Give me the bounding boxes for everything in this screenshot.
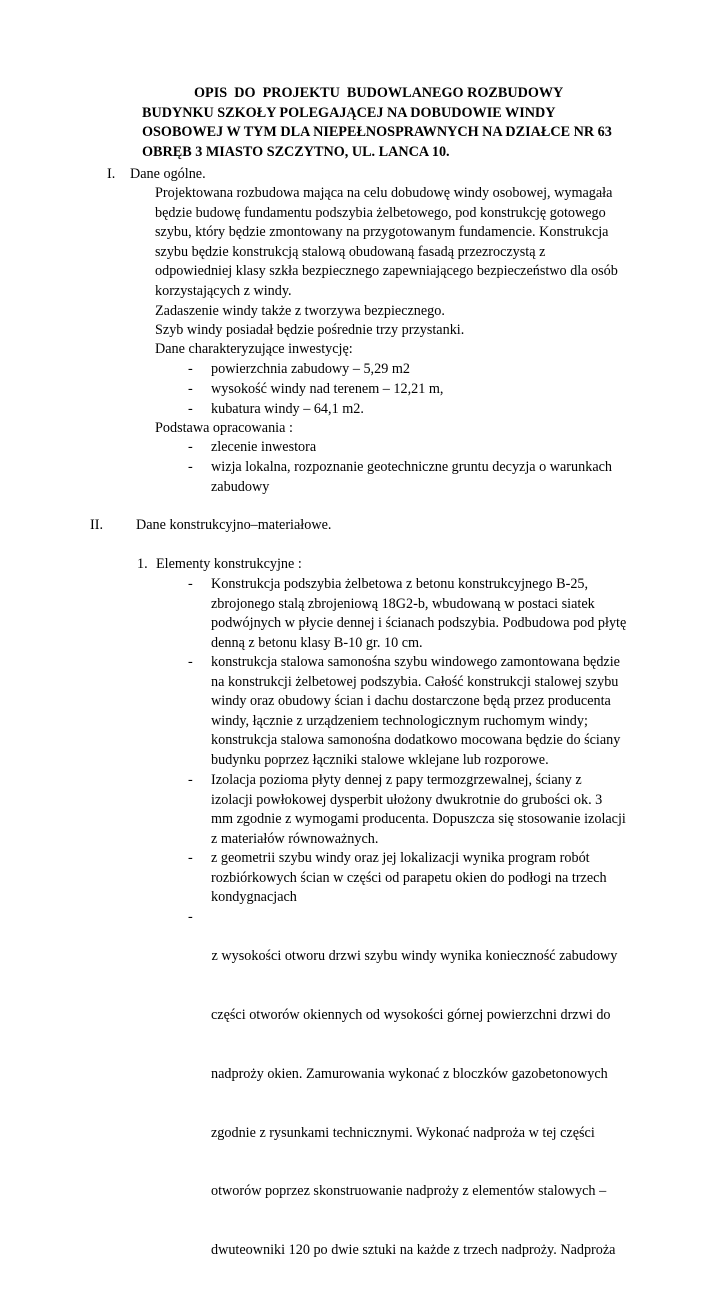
bullet-dash: - [188,439,193,455]
title-line-4: OBRĘB 3 MIASTO SZCZYTNO, UL. LANCA 10. [142,143,450,160]
bullet-dash: - [188,381,193,397]
basis-item [211,458,612,497]
item-line: zgodnie z rysunkami technicznymi. Wykonać nadproża w tej części [211,1124,595,1141]
section-1-heading: Dane ogólne. [130,166,206,182]
item-line: windy oraz obudowy ścian i dachu dostarczone będą przez producenta [211,693,611,710]
construction-item [211,653,620,771]
title-line-2: BUDYNKU SZKOŁY POLEGAJĄCEJ NA DOBUDOWIE WINDY [142,104,556,121]
document-title [142,84,642,162]
title-line-3: OSOBOWEJ W TYM DLA NIEPEŁNOSPRAWNYCH NA DZIAŁCE NR 63 [142,124,612,141]
bullet-dash: - [188,459,193,475]
intro-line: będzie budowę fundamentu podszybia żelbetowego, pod konstrukcję gotowego [155,204,606,221]
characteristic-item: kubatura windy – 64,1 m2. [211,401,364,417]
item-line: budynku poprzez łączniki stalowe wklejane lub rozporowe. [211,751,549,768]
intro-line: odpowiedniej klasy szkła bezpiecznego zapewniającego bezpieczeństwo dla osób [155,263,618,280]
title-line-1: OPIS DO PROJEKTU BUDOWLANEGO ROZBUDOWY [194,85,564,101]
item-line: z materiałów równoważnych. [211,830,379,847]
characteristic-item: wysokość windy nad terenem – 12,21 m, [211,381,444,397]
construction-item [208,908,617,1300]
item-line: podwójnych w płycie dennej i ścianach podszybia. Podbudowa pod płytę [211,615,627,632]
item-line: konstrukcja stalowa samonośna dodatkowo mocowana będzie do ściany [211,732,621,749]
item-line: z geometrii szybu windy oraz jej lokalizacji wynika program robót [211,850,590,866]
item-line: izolacji powłokowej dysperbit ułożony dwukrotnie do grubości ok. 3 [211,791,603,808]
bullet-dash: - [188,401,193,417]
item-line: z wysokości otworu drzwi szybu windy wynika konieczność zabudowy [208,948,618,965]
bullet-dash: - [188,654,193,670]
subsection-number: 1. [137,556,148,572]
construction-item [211,771,626,849]
intro-line: korzystających z windy. [155,282,292,299]
item-line: części otworów okiennych od wysokości górnej powierzchni drzwi do [211,1006,611,1023]
item-line: Izolacja pozioma płyty dennej z papy termozgrzewalnej, ściany z [211,772,582,788]
basis-item-line: zabudowy [211,478,270,495]
section-2-numeral: II. [90,517,103,533]
item-line: dwuteowniki 120 po dwie sztuki na każde z trzech nadproży. Nadproża [211,1242,616,1259]
bullet-dash: - [188,909,193,925]
item-line: nadproży okien. Zamurowania wykonać z bloczków gazobetonowych [211,1065,608,1082]
bullet-dash: - [188,772,193,788]
subsection-heading: Elementy konstrukcyjne : [156,556,302,572]
construction-item [211,849,607,908]
item-line: na konstrukcji żelbetowej podszybia. Całość konstrukcji stalowej szybu [211,673,619,690]
construction-item [211,575,626,653]
basis-item: zlecenie inwestora [211,439,317,455]
item-line: kondygnacjach [211,889,297,906]
intro-line: Projektowana rozbudowa mająca na celu dobudowę windy osobowej, wymagała [155,185,613,201]
section-1-intro [155,184,618,341]
intro-line: Szyb windy posiadał będzie pośrednie trzy przystanki. [155,322,465,339]
bullet-dash: - [188,576,193,592]
characteristics-label: Dane charakteryzujące inwestycję: [155,341,353,357]
section-2-heading: Dane konstrukcyjno–materiałowe. [136,517,332,533]
basis-label: Podstawa opracowania : [155,420,293,436]
item-line: mm zgodnie z wymogami producenta. Dopuszcza się stosowanie izolacji [211,811,626,828]
item-line: otworów poprzez skonstruowanie nadproży z elementów stalowych – [211,1183,607,1200]
item-line: windy, łącznie z urządzeniem technologicznym ruchomym windy; [211,712,588,729]
item-line: Konstrukcja podszybia żelbetowa z betonu konstrukcyjnego B-25, [211,576,589,592]
bullet-dash: - [188,361,193,377]
bullet-dash: - [188,850,193,866]
intro-line: szybu, który będzie zmontowany na przygotowanym fundamencie. Konstrukcja [155,224,609,241]
basis-item-line: wizja lokalna, rozpoznanie geotechniczne gruntu decyzja o warunkach [211,459,613,475]
item-line: zbrojonego stalą zbrojeniową 18G2-b, wbudowaną w postaci siatek [211,595,595,612]
intro-line: Zadaszenie windy także z tworzywa bezpiecznego. [155,302,445,319]
item-line: rozbiórkowych ścian w części od parapetu okien do podłogi na trzech [211,869,607,886]
section-1-numeral: I. [107,166,116,182]
intro-line: szybu będzie konstrukcją stalową obudowaną fasadą przezroczystą z [155,243,546,260]
characteristic-item: powierzchnia zabudowy – 5,29 m2 [211,361,410,377]
item-line: konstrukcja stalowa samonośna szybu windowego zamontowana będzie [211,654,620,670]
item-line: denną z betonu klasy B-10 gr. 10 cm. [211,634,423,651]
